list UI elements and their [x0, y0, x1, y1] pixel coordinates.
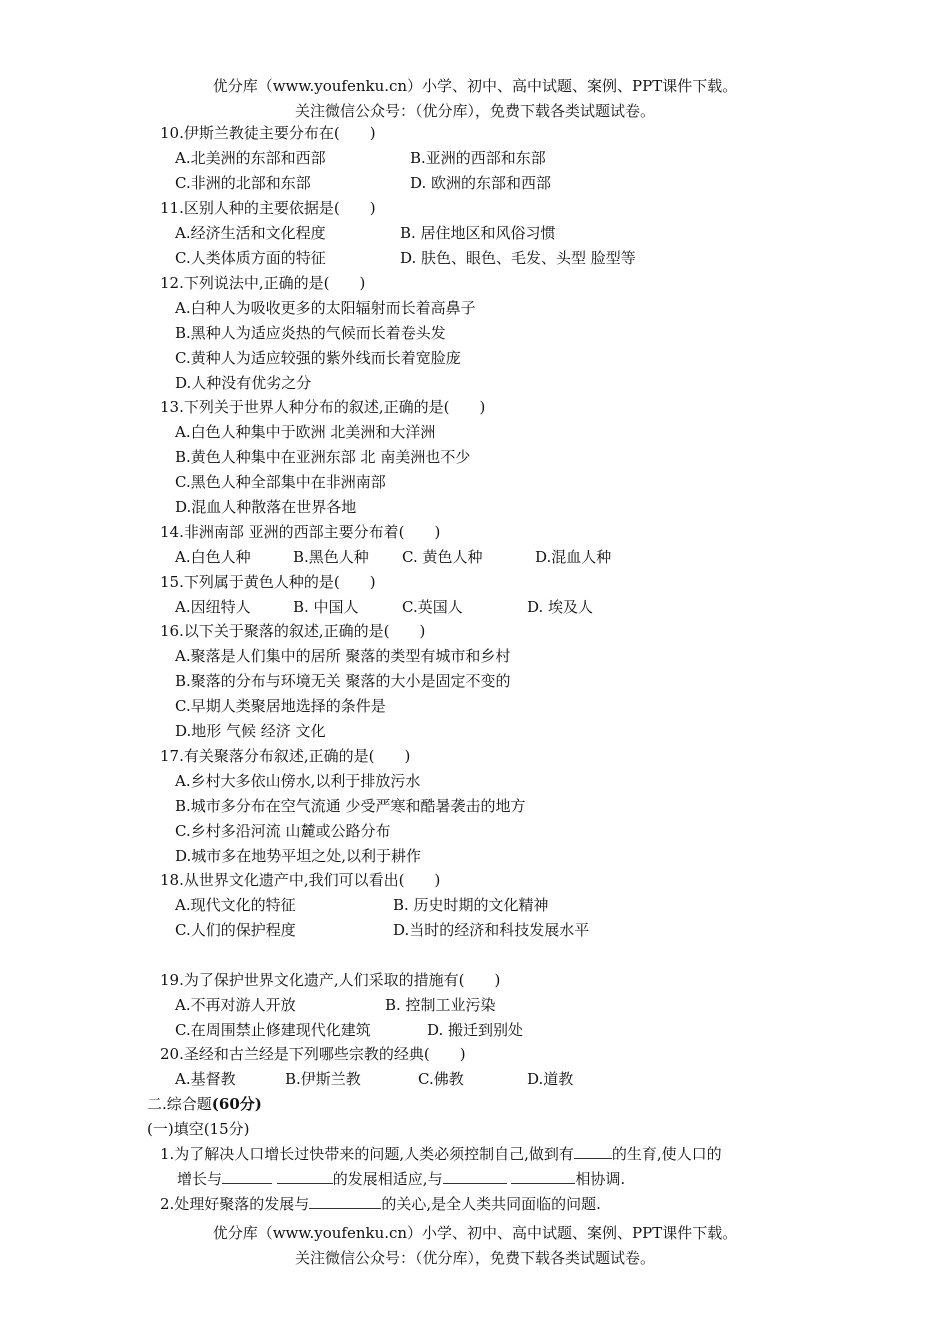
question-18-stem: 18.从世界文化遗产中,我们可以看出( ) — [160, 871, 441, 889]
question-15-option-a: A.因纽特人 — [175, 598, 251, 616]
question-10-option-c: C.非洲的北部和东部 — [175, 174, 311, 192]
question-17-option-a: A.乡村大多依山傍水,以利于排放污水 — [175, 772, 421, 790]
question-10-option-a: A.北美洲的东部和西部 — [175, 149, 326, 167]
question-17-option-d: D.城市多在地势平坦之处,以利于耕作 — [175, 847, 422, 865]
question-13-option-b: B.黄色人种集中在亚洲东部 北 南美洲也不少 — [175, 448, 471, 466]
question-13-option-c: C.黑色人种全部集中在非洲南部 — [175, 473, 386, 491]
question-19-option-c: C.在周围禁止修建现代化建筑 — [175, 1021, 371, 1039]
question-15-stem: 15.下列属于黄色人种的是( ) — [160, 573, 376, 591]
question-12-option-d: D.人种没有优劣之分 — [175, 374, 312, 392]
question-16-option-d: D.地形 气候 经济 文化 — [175, 722, 326, 740]
question-16-option-b: B.聚落的分布与环境无关 聚落的大小是固定不变的 — [175, 672, 511, 690]
question-20-option-b: B.伊斯兰教 — [285, 1070, 361, 1088]
question-15-option-c: C.英国人 — [402, 598, 463, 616]
section-2-title: 二.综合题 — [147, 1095, 212, 1113]
fill-question-1-line-1: 1.为了解决人口增长过快带来的问题,人类必须控制自己,做到有 的生育,使人口的 — [160, 1145, 722, 1163]
question-12-option-c: C.黄种人为适应较强的紫外线而长着宽脸庞 — [175, 349, 461, 367]
answer-blank[interactable] — [574, 1144, 612, 1159]
question-16-option-c: C.早期人类聚居地选择的条件是 — [175, 697, 386, 715]
question-20-option-d: D.道教 — [527, 1070, 574, 1088]
question-14-option-d: D.混血人种 — [535, 548, 612, 566]
question-11-stem: 11.区别人种的主要依据是( ) — [160, 199, 376, 217]
answer-blank[interactable] — [309, 1194, 381, 1209]
question-17-option-b: B.城市多分布在空气流通 少受严寒和酷暑袭击的地方 — [175, 797, 526, 815]
question-11-option-b: B. 居住地区和风俗习惯 — [400, 224, 556, 242]
question-13-option-d: D.混血人种散落在世界各地 — [175, 498, 357, 516]
question-16-option-a: A.聚落是人们集中的居所 聚落的类型有城市和乡村 — [175, 647, 511, 665]
question-17-stem: 17.有关聚落分布叙述,正确的是( ) — [160, 747, 411, 765]
question-14-option-a: A.白色人种 — [175, 548, 251, 566]
question-12-stem: 12.下列说法中,正确的是( ) — [160, 274, 366, 292]
question-18-option-d: D.当时的经济和科技发展水平 — [393, 921, 590, 939]
section-2-score: (60分) — [211, 1095, 262, 1113]
answer-blank[interactable] — [222, 1169, 272, 1184]
footer-line-1: 优分库（www.youfenku.cn）小学、初中、高中试题、案例、PPT课件下载。 — [212, 1224, 738, 1242]
question-10-option-d: D. 欧洲的东部和西部 — [410, 174, 552, 192]
header-line-2: 关注微信公众号：（优分库），免费下载各类试题试卷。 — [294, 102, 655, 120]
question-13-option-a: A.白色人种集中于欧洲 北美洲和大洋洲 — [175, 423, 436, 441]
answer-blank[interactable] — [277, 1169, 333, 1184]
question-20-option-c: C.佛教 — [418, 1070, 464, 1088]
question-12-option-b: B.黑种人为适应炎热的气候而长着卷头发 — [175, 324, 446, 342]
fill-in-heading: (一)填空(15分) — [147, 1120, 250, 1138]
question-14-option-c: C. 黄色人种 — [402, 548, 483, 566]
question-15-option-b: B. 中国人 — [293, 598, 359, 616]
answer-blank[interactable] — [443, 1169, 507, 1184]
question-15-option-d: D. 埃及人 — [527, 598, 594, 616]
answer-blank[interactable] — [511, 1169, 575, 1184]
footer-line-2: 关注微信公众号：（优分库），免费下载各类试题试卷。 — [294, 1249, 655, 1267]
question-11-option-a: A.经济生活和文化程度 — [175, 224, 326, 242]
section-2-heading — [147, 1093, 262, 1114]
question-12-option-a: A.白种人为吸收更多的太阳辐射而长着高鼻子 — [175, 299, 476, 317]
question-19-stem: 19.为了保护世界文化遗产,人们采取的措施有( ) — [160, 971, 501, 989]
question-19-option-d: D. 搬迁到别处 — [427, 1021, 524, 1039]
question-18-option-a: A.现代文化的特征 — [175, 896, 296, 914]
question-18-option-c: C.人们的保护程度 — [175, 921, 296, 939]
question-13-stem: 13.下列关于世界人种分布的叙述,正确的是( ) — [160, 398, 486, 416]
question-19-option-b: B. 控制工业污染 — [385, 996, 496, 1014]
header-line-1: 优分库（www.youfenku.cn）小学、初中、高中试题、案例、PPT课件下载。 — [212, 77, 738, 95]
question-18-option-b: B. 历史时期的文化精神 — [393, 896, 549, 914]
fill-question-1-line-2: 增长与 的发展相适应,与 相协调. — [177, 1170, 626, 1188]
question-14-option-b: B.黑色人种 — [293, 548, 369, 566]
question-10-stem: 10.伊斯兰教徒主要分布在( ) — [160, 124, 376, 142]
question-20-stem: 20.圣经和古兰经是下列哪些宗教的经典( ) — [160, 1045, 466, 1063]
question-16-stem: 16.以下关于聚落的叙述,正确的是( ) — [160, 622, 426, 640]
question-11-option-c: C.人类体质方面的特征 — [175, 249, 326, 267]
question-20-option-a: A.基督教 — [175, 1070, 236, 1088]
fill-question-2: 2.处理好聚落的发展与 的关心,是全人类共同面临的问题. — [160, 1195, 601, 1213]
question-10-option-b: B.亚洲的西部和东部 — [410, 149, 546, 167]
question-17-option-c: C.乡村多沿河流 山麓或公路分布 — [175, 822, 391, 840]
question-14-stem: 14.非洲南部 亚洲的西部主要分布着( ) — [160, 523, 441, 541]
question-11-option-d: D. 肤色、眼色、毛发、头型 脸型等 — [400, 249, 636, 267]
question-19-option-a: A.不再对游人开放 — [175, 996, 296, 1014]
